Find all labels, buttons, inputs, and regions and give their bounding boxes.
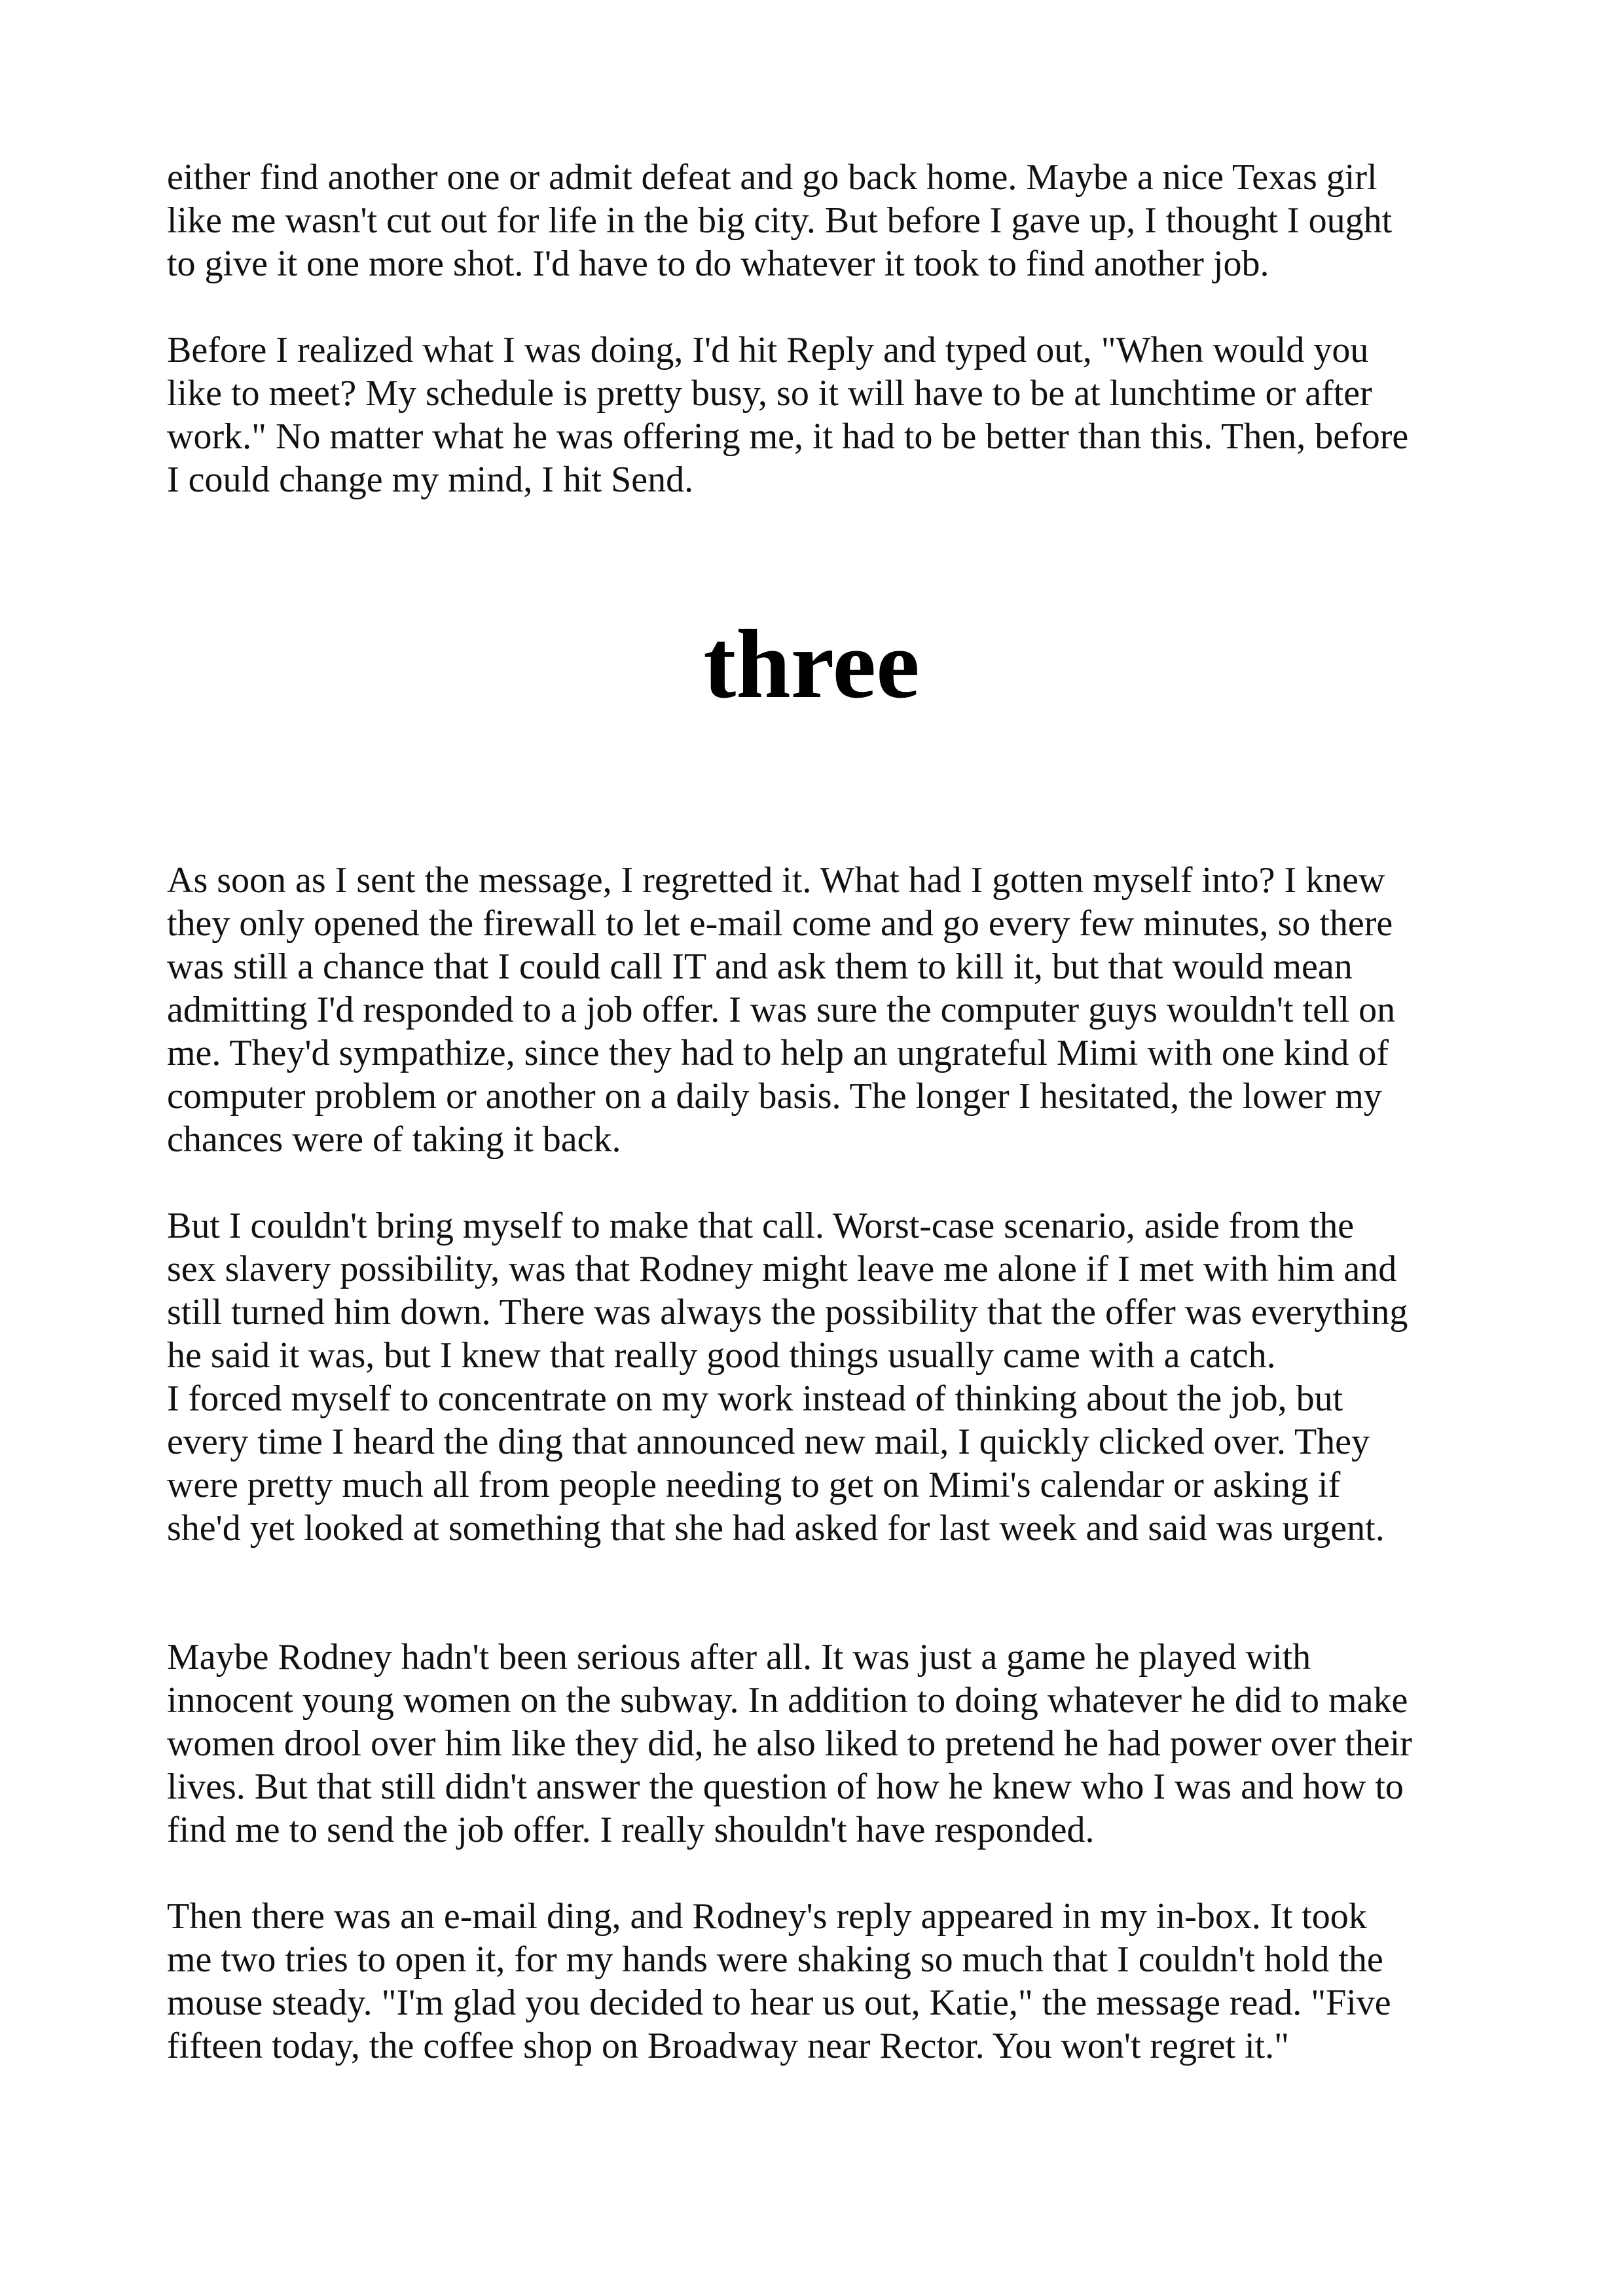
paragraph-line: me two tries to open it, for my hands were shaking so much that I couldn't hold the (167, 1939, 1383, 1980)
paragraph-7 (167, 1895, 1470, 2068)
paragraph-3 (167, 859, 1470, 1161)
paragraph-line: chances were of taking it back. (167, 1119, 621, 1160)
paragraph-line: mouse steady. "I'm glad you decided to hear us out, Katie," the message read. "Five (167, 1982, 1391, 2023)
paragraph-line: Before I realized what I was doing, I'd hit Reply and typed out, "When would you (167, 330, 1369, 370)
paragraph-5 (167, 1377, 1470, 1550)
paragraph-line: either find another one or admit defeat and go back home. Maybe a nice Texas girl (167, 157, 1377, 198)
paragraph-line: was still a chance that I could call IT and ask them to kill it, but that would mean (167, 946, 1353, 987)
paragraph-line: like to meet? My schedule is pretty busy, so it will have to be at lunchtime or after (167, 373, 1372, 414)
paragraph-line: work." No matter what he was offering me, it had to be better than this. Then, before (167, 416, 1409, 457)
paragraph-line: like me wasn't cut out for life in the big city. But before I gave up, I thought I ought (167, 200, 1393, 241)
paragraph-line: But I couldn't bring myself to make that call. Worst-case scenario, aside from the (167, 1206, 1355, 1246)
paragraph-line: were pretty much all from people needing to get on Mimi's calendar or asking if (167, 1465, 1341, 1505)
paragraph-2 (167, 329, 1470, 501)
paragraph-line: innocent young women on the subway. In addition to doing whatever he did to make (167, 1680, 1408, 1721)
paragraph-1 (167, 156, 1470, 285)
paragraph-line: find me to send the job offer. I really shouldn't have responded. (167, 1810, 1095, 1850)
chapter-title: three (703, 610, 920, 719)
paragraph-line: Then there was an e-mail ding, and Rodney's reply appeared in my in-box. It took (167, 1896, 1367, 1937)
paragraph-line: admitting I'd responded to a job offer. I was sure the computer guys wouldn't tell on (167, 990, 1396, 1030)
paragraph-line: every time I heard the ding that announced new mail, I quickly clicked over. They (167, 1422, 1370, 1462)
paragraph-line: fifteen today, the coffee shop on Broadway near Rector. You won't regret it." (167, 2026, 1290, 2066)
paragraph-line: Maybe Rodney hadn't been serious after all. It was just a game he played with (167, 1637, 1311, 1677)
paragraph-line: lives. But that still didn't answer the question of how he knew who I was and how to (167, 1767, 1404, 1807)
paragraph-line: sex slavery possibility, was that Rodney might leave me alone if I met with him and (167, 1249, 1397, 1289)
paragraph-line: As soon as I sent the message, I regretted it. What had I gotten myself into? I knew (167, 860, 1385, 901)
paragraph-line: me. They'd sympathize, since they had to help an ungrateful Mimi with one kind of (167, 1033, 1389, 1073)
paragraph-6 (167, 1636, 1470, 1852)
paragraph-line: still turned him down. There was always the possibility that the offer was everything (167, 1292, 1408, 1333)
paragraph-line: women drool over him like they did, he also liked to pretend he had power over their (167, 1723, 1412, 1764)
paragraph-line: he said it was, but I knew that really good things usually came with a catch. (167, 1335, 1276, 1376)
paragraph-4 (167, 1204, 1470, 1377)
paragraph-line: computer problem or another on a daily basis. The longer I hesitated, the lower my (167, 1076, 1382, 1117)
paragraph-line: to give it one more shot. I'd have to do whatever it took to find another job. (167, 243, 1269, 284)
paragraph-line: they only opened the firewall to let e-mail come and go every few minutes, so there (167, 903, 1393, 944)
paragraph-line: I forced myself to concentrate on my work instead of thinking about the job, but (167, 1378, 1343, 1419)
paragraph-line: she'd yet looked at something that she had asked for last week and said was urgent. (167, 1508, 1385, 1549)
paragraph-line: I could change my mind, I hit Send. (167, 459, 694, 500)
